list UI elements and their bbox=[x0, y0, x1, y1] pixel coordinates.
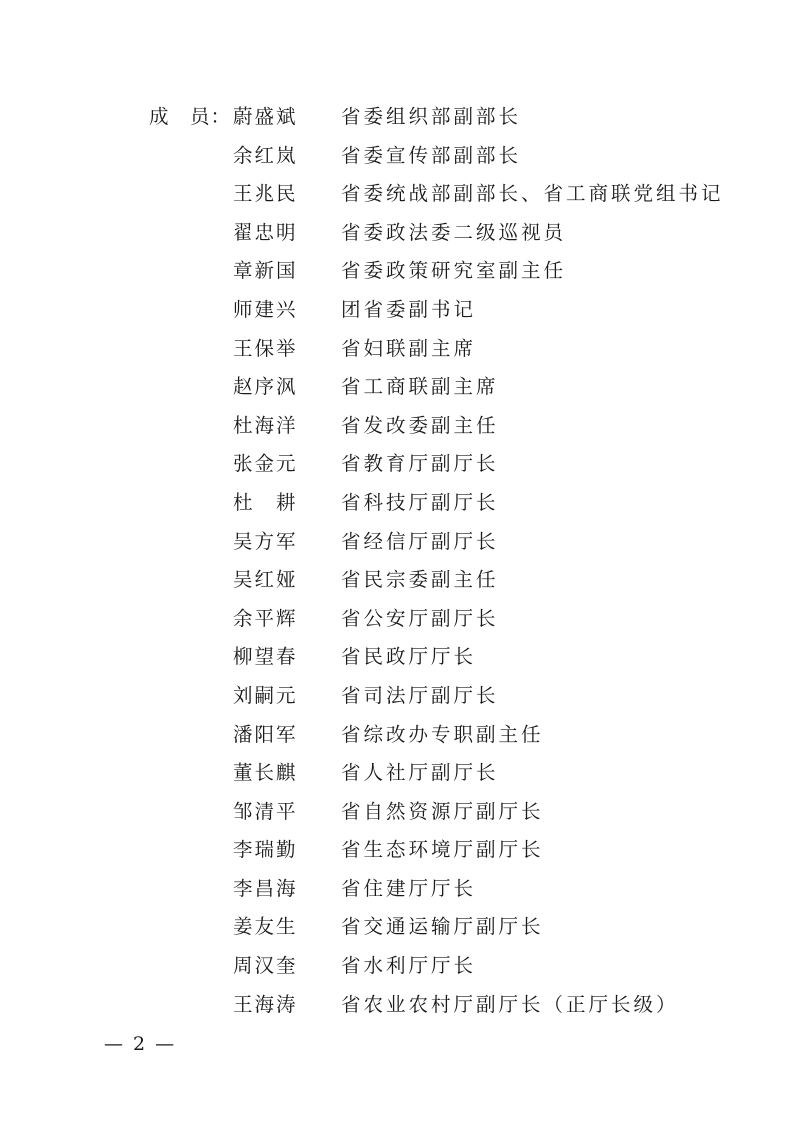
member-row bbox=[0, 793, 793, 832]
member-name: 姜友生 bbox=[233, 915, 298, 939]
member-title: 省民政厅厅长 bbox=[341, 645, 477, 669]
member-name: 余平辉 bbox=[233, 606, 298, 630]
member-row bbox=[0, 137, 793, 176]
member-title: 省住建厅厅长 bbox=[341, 876, 477, 900]
member-name: 李瑞勤 bbox=[233, 838, 298, 862]
member-title: 省交通运输厅副厅长 bbox=[341, 915, 544, 939]
member-title: 省自然资源厅副厅长 bbox=[341, 799, 544, 823]
member-name: 蔚盛斌 bbox=[233, 105, 298, 128]
member-row bbox=[0, 831, 793, 870]
member-row bbox=[0, 677, 793, 716]
member-name: 王海涛 bbox=[233, 992, 298, 1016]
member-row bbox=[0, 175, 793, 214]
member-row bbox=[0, 368, 793, 407]
member-title: 省委宣传部副部长 bbox=[341, 143, 522, 167]
member-name: 周汉奎 bbox=[233, 954, 298, 978]
member-row bbox=[0, 291, 793, 330]
member-title: 省教育厅副厅长 bbox=[341, 452, 499, 476]
member-title: 省农业农村厅副厅长（正厅长级） bbox=[341, 992, 679, 1016]
member-name: 王保举 bbox=[233, 336, 298, 360]
member-title: 省发改委副主任 bbox=[341, 413, 499, 437]
member-title: 省生态环境厅副厅长 bbox=[341, 838, 544, 862]
member-row bbox=[0, 986, 793, 1025]
member-row bbox=[0, 330, 793, 369]
member-name: 潘阳军 bbox=[233, 722, 298, 746]
member-row bbox=[0, 484, 793, 523]
member-name: 章新国 bbox=[233, 259, 298, 283]
member-row bbox=[0, 252, 793, 291]
member-name: 刘嗣元 bbox=[233, 683, 298, 707]
member-title: 省委政法委二级巡视员 bbox=[341, 220, 567, 244]
member-row bbox=[0, 600, 793, 639]
member-name: 邹清平 bbox=[233, 799, 298, 823]
member-title: 省公安厅副厅长 bbox=[341, 606, 499, 630]
member-title: 省科技厅副厅长 bbox=[341, 490, 499, 514]
role-label: 成 员： bbox=[149, 105, 232, 128]
member-name: 师建兴 bbox=[233, 297, 298, 321]
member-row bbox=[0, 638, 793, 677]
member-title: 省委组织部副部长 bbox=[341, 105, 522, 128]
member-name: 吴红娅 bbox=[233, 568, 298, 592]
member-row bbox=[0, 445, 793, 484]
member-row bbox=[0, 947, 793, 986]
member-title: 省妇联副主席 bbox=[341, 336, 477, 360]
member-row bbox=[0, 870, 793, 909]
page-number: — 2 — bbox=[104, 1033, 177, 1055]
member-list bbox=[0, 98, 793, 1024]
member-name: 王兆民 bbox=[233, 182, 298, 206]
member-title: 省委统战部副部长、省工商联党组书记 bbox=[341, 182, 724, 206]
member-name: 董长麒 bbox=[233, 761, 298, 785]
member-row bbox=[0, 716, 793, 755]
member-title: 省民宗委副主任 bbox=[341, 568, 499, 592]
member-row bbox=[0, 523, 793, 562]
member-title: 省人社厅副厅长 bbox=[341, 761, 499, 785]
member-title: 团省委副书记 bbox=[341, 297, 477, 321]
member-title: 省经信厅副厅长 bbox=[341, 529, 499, 553]
member-name: 翟忠明 bbox=[233, 220, 298, 244]
member-name: 余红岚 bbox=[233, 143, 298, 167]
member-name: 吴方军 bbox=[233, 529, 298, 553]
member-name: 张金元 bbox=[233, 452, 298, 476]
member-title: 省综改办专职副主任 bbox=[341, 722, 544, 746]
member-name: 杜 耕 bbox=[233, 490, 298, 514]
member-name: 赵序沨 bbox=[233, 375, 298, 399]
member-row bbox=[0, 98, 793, 137]
member-title: 省司法厅副厅长 bbox=[341, 683, 499, 707]
member-row bbox=[0, 908, 793, 947]
member-row bbox=[0, 561, 793, 600]
member-name: 李昌海 bbox=[233, 876, 298, 900]
member-row bbox=[0, 754, 793, 793]
member-title: 省水利厅厅长 bbox=[341, 954, 477, 978]
member-title: 省工商联副主席 bbox=[341, 375, 499, 399]
member-name: 柳望春 bbox=[233, 645, 298, 669]
member-name: 杜海洋 bbox=[233, 413, 298, 437]
member-row bbox=[0, 407, 793, 446]
member-title: 省委政策研究室副主任 bbox=[341, 259, 567, 283]
member-row bbox=[0, 214, 793, 253]
